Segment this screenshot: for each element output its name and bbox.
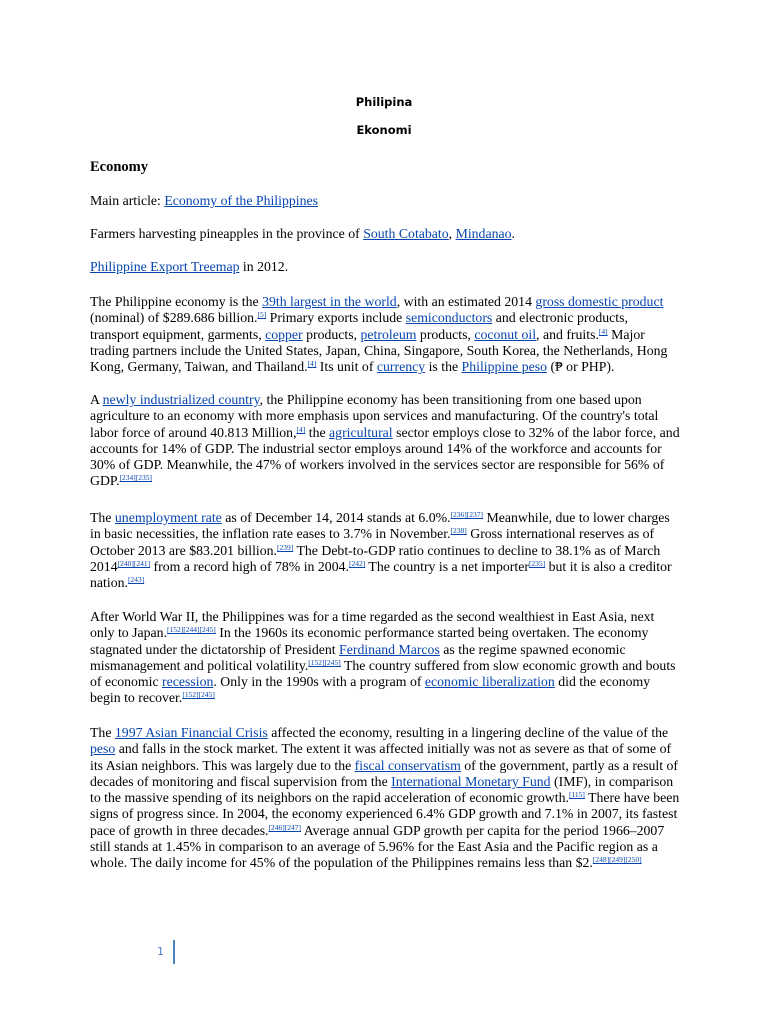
text-span: as the regime spawned economic mismanagement and political volatility. <box>90 641 626 673</box>
citation <box>257 310 266 319</box>
document-subtitle: Ekonomi <box>356 123 412 137</box>
text-span: (₱ or PHP). <box>547 359 615 375</box>
link-agricultural[interactable]: agricultural <box>329 424 393 440</box>
citation-link[interactable]: [4] <box>307 359 317 369</box>
text-span: Meanwhile, due to lower charges in basic necessities, the inflation rate eases to 3.7% in November. <box>90 510 670 542</box>
link-petroleum[interactable]: petroleum <box>360 326 417 342</box>
link-gross-domestic-product[interactable]: gross domestic product <box>535 294 664 309</box>
document-title: Philipina <box>355 95 413 109</box>
text-span: Major trading partners include the United States, Japan, China, Singapore, South Korea, the Netherlands, Hong Kong, Germany, Taiwan, and Thailand. <box>90 326 668 375</box>
text-span: , the Philippine economy has been transitioning from one based upon agriculture to an economy with more emphasis upon services and manufacturing. Of the country's total labor force of around 40.813 Million, <box>90 392 659 440</box>
citation <box>349 559 365 568</box>
citation <box>308 658 341 667</box>
link-philippine-peso[interactable]: Philippine peso <box>461 359 548 375</box>
citation <box>308 359 317 368</box>
link-coconut-oil[interactable]: coconut oil <box>474 326 537 342</box>
citation-link[interactable]: [234][235] <box>119 473 153 483</box>
citation-link[interactable]: [4] <box>296 424 306 434</box>
paragraph-economy-overview <box>90 294 680 375</box>
page-number-text: 1 <box>157 945 164 958</box>
link-peso[interactable]: peso <box>90 741 116 757</box>
main-article-line <box>90 193 680 209</box>
citation <box>118 559 151 568</box>
text-span: . Only in the 1990s with a program of <box>213 674 425 690</box>
text-span: Its unit of <box>316 359 377 375</box>
paragraph-post-war <box>90 609 680 707</box>
text-span: The <box>90 510 115 525</box>
citation <box>593 855 642 864</box>
text-span: Gross international reserves as of October 2013 are $83.201 billion. <box>90 526 655 558</box>
citation <box>182 690 215 699</box>
citation <box>599 327 608 336</box>
citation-link[interactable]: [239] <box>277 542 294 552</box>
citation-link[interactable]: [152][245] <box>308 657 341 667</box>
text-span: The country suffered from slow economic growth and bouts of economic <box>90 657 676 690</box>
text-span: The <box>90 725 115 740</box>
citation <box>167 625 216 634</box>
link-economy-of-the-philippines[interactable]: Economy of the Philippines <box>164 193 318 208</box>
image-caption-farmers <box>90 226 680 242</box>
text-span: sector employs close to 32% of the labor force, and accounts for 14% of GDP. The industrial sector employs around 14% of the workforce and accounts for 30% of GDP. Meanwhile, the 47% of workers involved in the services sector are responsible for 56% of GDP. <box>90 424 680 489</box>
citation <box>269 823 302 832</box>
citation <box>297 425 306 434</box>
text-span: The Philippine economy is the <box>90 294 263 309</box>
paragraph-labor-force <box>90 392 680 490</box>
text-span: in 2012. <box>239 259 289 274</box>
citation-link[interactable]: [238] <box>450 526 467 536</box>
image-caption-treemap <box>90 259 680 275</box>
text-span: A <box>90 392 103 407</box>
link-economic-liberalization[interactable]: economic liberalization <box>424 674 555 690</box>
citation-link[interactable]: [243] <box>127 575 145 585</box>
link-south-cotabato[interactable]: South Cotabato <box>363 226 449 241</box>
citation <box>451 510 484 519</box>
text-span: Primary exports include <box>266 310 406 326</box>
text-span: The Debt-to-GDP ratio continues to decline to 38.1% as of March 2014 <box>90 542 661 574</box>
text-span: products, <box>416 326 475 342</box>
link-currency[interactable]: currency <box>376 359 426 375</box>
link-newly-industrialized-country[interactable]: newly industrialized country <box>102 392 260 407</box>
citation <box>529 559 545 568</box>
text-span: but it is also a creditor nation. <box>90 558 672 591</box>
link-semiconductors[interactable]: semiconductors <box>405 310 493 326</box>
text-span: the <box>305 424 330 440</box>
paragraph-asian-crisis <box>90 725 680 872</box>
text-span: is the <box>425 359 462 375</box>
text-span: , and fruits. <box>536 326 599 342</box>
link-fiscal-conservatism[interactable]: fiscal conservatism <box>354 757 461 773</box>
text-span: and falls in the stock market. The extent it was affected initially was not as severe as that of some of its Asian neighbors. This was largely due to the <box>90 741 672 773</box>
section-heading: Economy <box>90 159 148 175</box>
text-span: as of December 14, 2014 stands at 6.0%. <box>221 510 451 525</box>
citation-link[interactable]: [115] <box>568 790 585 800</box>
text-span: . <box>511 226 515 241</box>
link-unemployment-rate[interactable]: unemployment rate <box>114 510 222 525</box>
citation <box>120 473 153 482</box>
text-span: In the 1960s its economic performance started being overtaken. The economy stagnated under the dictatorship of President <box>90 625 649 657</box>
link-ferdinand-marcos[interactable]: Ferdinand Marcos <box>339 641 440 657</box>
citation <box>277 543 293 552</box>
text-span: After World War II, the Philippines was for a time regarded as the second wealthiest in East Asia, next only to Japan. <box>90 609 655 641</box>
text-span: , <box>448 226 456 241</box>
text-span: affected the economy, resulting in a lingering decline of the value of the <box>267 725 669 740</box>
citation-link[interactable]: [235] <box>528 558 546 568</box>
text-span: did the economy begin to recover. <box>90 674 651 706</box>
text-span: Farmers harvesting pineapples in the province of <box>90 226 364 241</box>
citation-link[interactable]: [246][247] <box>268 822 302 832</box>
paragraph-unemployment <box>90 510 680 591</box>
citation <box>569 790 585 799</box>
link-copper[interactable]: copper <box>265 326 303 342</box>
page-number-divider <box>173 940 175 964</box>
text-span: (nominal) of $289.686 billion. <box>90 310 258 326</box>
link-mindanao[interactable]: Mindanao <box>455 226 512 241</box>
text-span: and electronic products, transport equipment, garments, <box>90 310 628 342</box>
citation-link[interactable]: [5] <box>257 310 267 320</box>
link-international-monetary-fund[interactable]: International Monetary Fund <box>391 773 551 789</box>
citation-link[interactable]: [240][241] <box>117 558 151 568</box>
citation <box>451 526 467 535</box>
link-39th-largest[interactable]: 39th largest in the world <box>262 294 397 309</box>
citation-link[interactable]: [152][244][245] <box>167 625 216 635</box>
text-span: (IMF), in comparison to the massive spending of its neighbors on the rapid acceleration of economic growth. <box>90 773 674 806</box>
citation-link[interactable]: [4] <box>598 326 608 336</box>
citation-link[interactable]: [236][237] <box>450 510 484 519</box>
text-span: Main article: <box>90 193 165 208</box>
text-span: , with an estimated 2014 <box>396 294 536 309</box>
link-philippine-export-treemap[interactable]: Philippine Export Treemap <box>90 259 240 274</box>
text-span: There have been signs of progress since. In 2004, the economy experienced 6.4% GDP growth and 7.1% in 2007, its fastest pace of growth in three decades. <box>90 790 680 838</box>
text-span: of the government, partly as a result of decades of monitoring and fiscal supervision from the <box>90 757 679 789</box>
citation-link[interactable]: [242] <box>348 558 366 568</box>
citation-link[interactable]: [248][249][250] <box>592 855 642 865</box>
text-span: Average annual GDP growth per capita for the period 1966–2007 still stands at 1.45% in comparison to an average of 5.96% for the East Asia and the Pacific region as a whole. The daily income for 45% of the population of the Philippines remains less than $2. <box>90 822 665 871</box>
link-1997-asian-financial-crisis[interactable]: 1997 Asian Financial Crisis <box>114 725 268 740</box>
citation-link[interactable]: [152][245] <box>182 690 215 700</box>
text-span: from a record high of 78% in 2004. <box>150 558 349 574</box>
text-span: products, <box>302 326 361 342</box>
citation <box>128 575 144 584</box>
text-span: The country is a net importer <box>365 558 529 574</box>
link-recession[interactable]: recession <box>162 674 214 690</box>
